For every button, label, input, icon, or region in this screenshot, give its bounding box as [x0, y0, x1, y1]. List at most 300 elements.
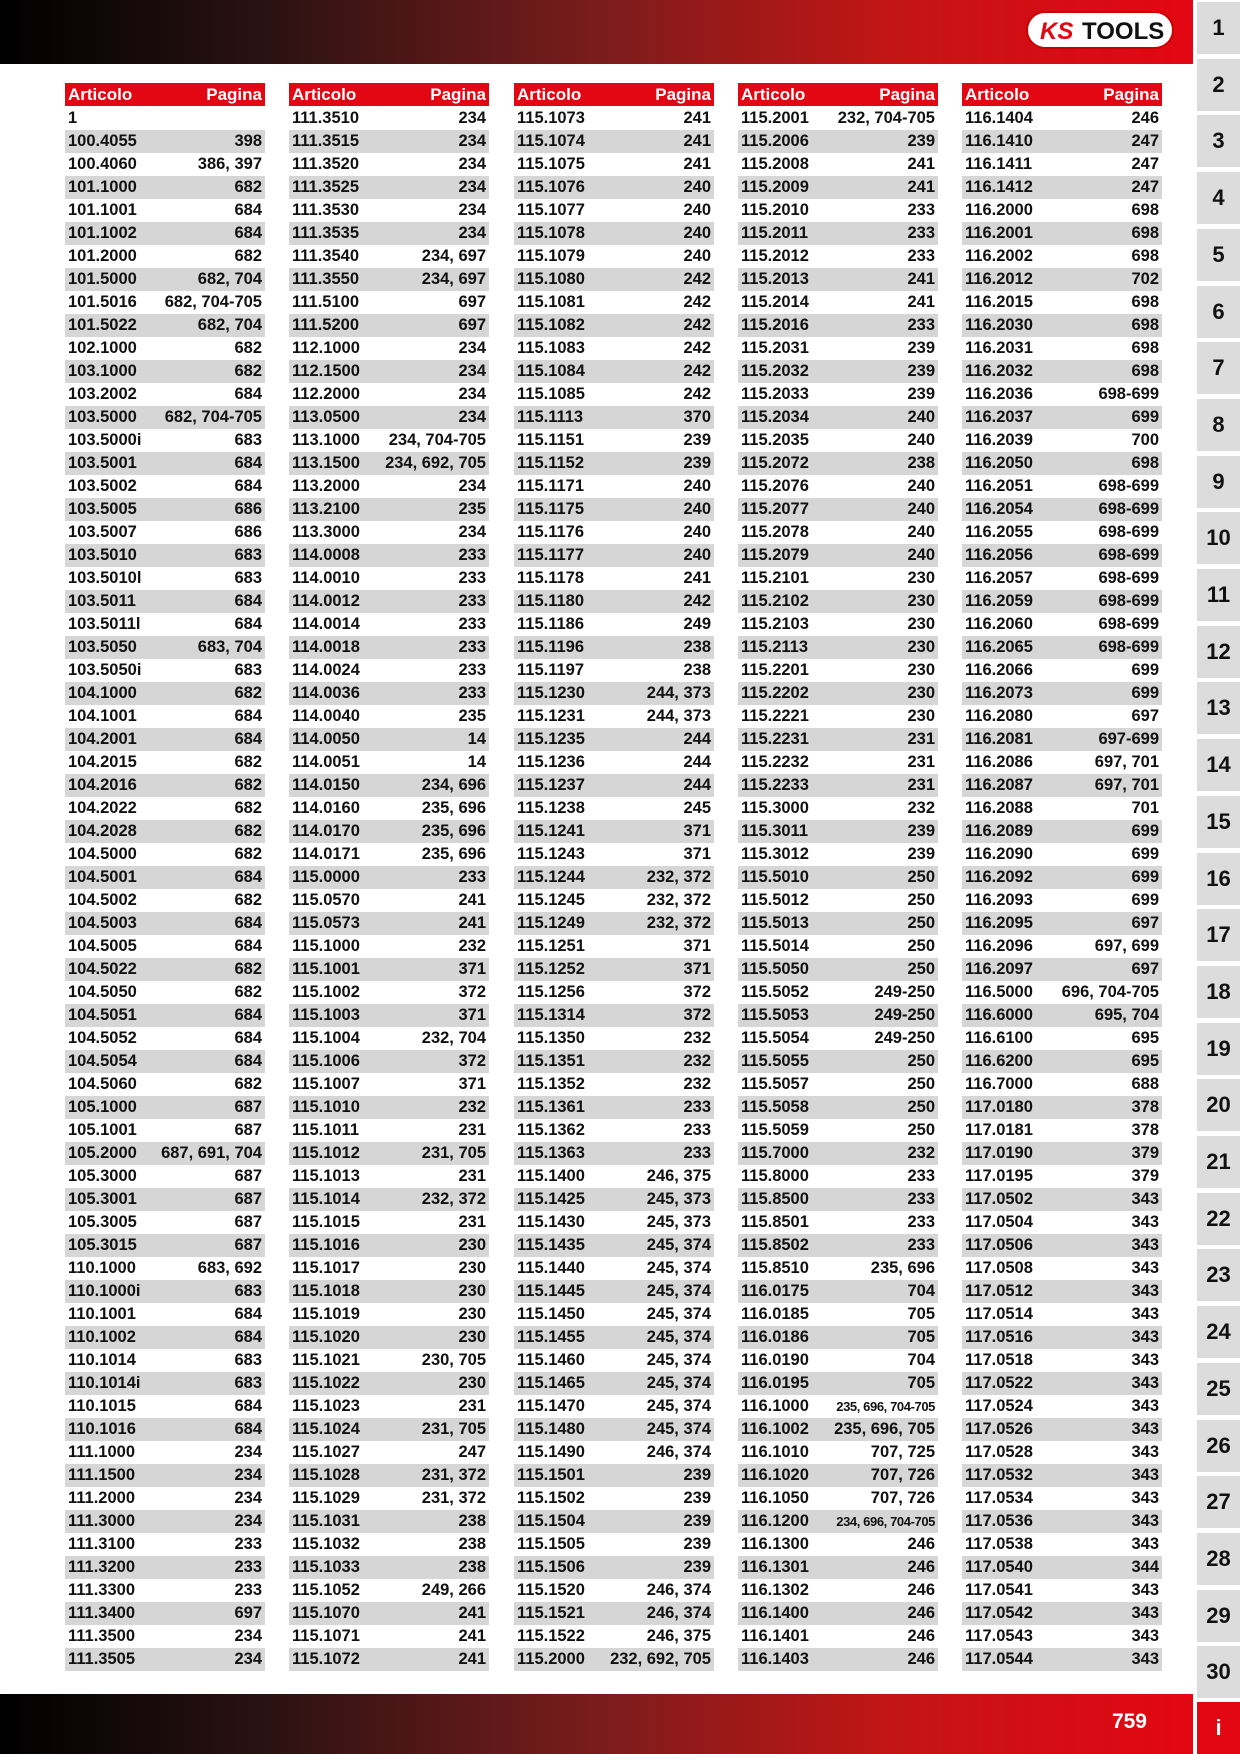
article-number: 113.1500 [292, 454, 360, 472]
page-reference: 233 [907, 1167, 935, 1185]
article-number: 114.0040 [292, 707, 360, 725]
table-row [962, 797, 1162, 820]
page-reference: 372 [683, 1006, 711, 1024]
page-reference: 343 [1131, 1305, 1159, 1323]
article-number: 114.0014 [292, 615, 360, 633]
article-number: 115.1014 [292, 1190, 360, 1208]
table-row [962, 176, 1162, 199]
table-row [289, 728, 489, 751]
page-reference: 231 [458, 1167, 486, 1185]
article-number: 115.2076 [741, 477, 809, 495]
chapter-tab-16[interactable]: 16 [1197, 853, 1240, 905]
page-reference: 231 [458, 1397, 486, 1415]
page-reference: 343 [1131, 1535, 1159, 1553]
article-number: 113.2100 [292, 500, 360, 518]
table-row [289, 1349, 489, 1372]
page-reference: 233 [907, 1236, 935, 1254]
article-number: 116.2002 [965, 247, 1033, 265]
page-reference: 699 [1131, 408, 1159, 426]
article-number: 116.1302 [741, 1581, 809, 1599]
page-reference: 241 [458, 914, 486, 932]
page-reference: 250 [907, 1075, 935, 1093]
table-row [738, 1257, 938, 1280]
chapter-tab-13[interactable]: 13 [1197, 682, 1240, 734]
chapter-tab-2[interactable]: 2 [1197, 59, 1240, 111]
page-reference: 250 [907, 1121, 935, 1139]
page-reference: 233 [683, 1098, 711, 1116]
article-number: 115.8500 [741, 1190, 809, 1208]
table-row [514, 222, 714, 245]
page-reference: 232, 704-705 [837, 109, 935, 127]
chapter-tab-29[interactable]: 29 [1197, 1590, 1240, 1642]
article-number: 111.3515 [292, 132, 359, 150]
chapter-tab-23[interactable]: 23 [1197, 1249, 1240, 1301]
page-reference: 242 [683, 592, 711, 610]
table-row [962, 1004, 1162, 1027]
page-reference: 707, 726 [870, 1489, 935, 1507]
table-row [962, 774, 1162, 797]
article-number: 117.0522 [965, 1374, 1033, 1392]
page-reference: 239 [683, 454, 711, 472]
table-row [514, 567, 714, 590]
table-row [289, 291, 489, 314]
article-number: 115.2011 [741, 224, 808, 242]
article-number: 115.1521 [517, 1604, 585, 1622]
page-reference: 245, 373 [646, 1213, 711, 1231]
page-reference: 246 [907, 1627, 935, 1645]
table-row [514, 981, 714, 1004]
article-number: 115.1074 [517, 132, 585, 150]
article-number: 115.1175 [517, 500, 584, 518]
chapter-tab-24[interactable]: 24 [1197, 1306, 1240, 1358]
table-row [289, 1556, 489, 1579]
page-reference: 245, 374 [646, 1420, 711, 1438]
table-row [289, 314, 489, 337]
article-number: 115.5053 [741, 1006, 809, 1024]
table-row [65, 981, 265, 1004]
chapter-tab-14[interactable]: 14 [1197, 739, 1240, 791]
table-row [514, 866, 714, 889]
article-number: 116.2095 [965, 914, 1033, 932]
chapter-tab-26[interactable]: 26 [1197, 1420, 1240, 1472]
article-number: 104.5000 [68, 845, 137, 863]
footer-bar [0, 1694, 1193, 1754]
table-row [65, 1050, 265, 1073]
article-number: 115.1197 [517, 661, 584, 679]
article-number: 117.0516 [965, 1328, 1033, 1346]
table-row [65, 1487, 265, 1510]
chapter-tab-17[interactable]: 17 [1197, 909, 1240, 961]
article-number: 115.1445 [517, 1282, 585, 1300]
table-row [514, 1027, 714, 1050]
page-reference: 232 [683, 1052, 711, 1070]
chapter-tab-8[interactable]: 8 [1197, 399, 1240, 451]
article-number: 115.1245 [517, 891, 585, 909]
article-number: 115.1171 [517, 477, 584, 495]
table-row [289, 1648, 489, 1671]
page-reference: 682 [234, 247, 262, 265]
chapter-tab-10[interactable]: 10 [1197, 512, 1240, 564]
table-row [514, 291, 714, 314]
table-row [289, 130, 489, 153]
page-reference: 234 [458, 477, 486, 495]
table-row [514, 429, 714, 452]
table-row [65, 199, 265, 222]
table-row [65, 1119, 265, 1142]
chapter-tab-21[interactable]: 21 [1197, 1136, 1240, 1188]
chapter-tab-4[interactable]: 4 [1197, 172, 1240, 224]
table-row [962, 199, 1162, 222]
article-number: 117.0526 [965, 1420, 1033, 1438]
page-reference: 247 [1131, 178, 1159, 196]
article-number: 115.5055 [741, 1052, 809, 1070]
page-reference: 234 [458, 132, 486, 150]
article-number: 115.1016 [292, 1236, 360, 1254]
article-number: 116.1300 [741, 1535, 809, 1553]
page-reference: 344 [1131, 1558, 1159, 1576]
page-reference: 371 [683, 822, 711, 840]
chapter-tab-9[interactable]: 9 [1197, 456, 1240, 508]
page-reference: 232 [683, 1075, 711, 1093]
page-reference: 240 [683, 500, 711, 518]
header-article: Articolo [741, 84, 806, 104]
article-number: 104.2022 [68, 799, 137, 817]
article-number: 115.5014 [741, 937, 809, 955]
table-row [514, 107, 714, 130]
article-number: 115.1023 [292, 1397, 360, 1415]
page-reference: 235, 696 [870, 1259, 935, 1277]
page-reference: 683 [234, 431, 262, 449]
table-row [514, 1372, 714, 1395]
article-number: 115.1004 [292, 1029, 360, 1047]
chapter-tab-5[interactable]: 5 [1197, 229, 1240, 281]
table-row [514, 1280, 714, 1303]
table-row [738, 1349, 938, 1372]
table-row [738, 406, 938, 429]
article-number: 115.1000 [292, 937, 360, 955]
article-number: 115.1177 [517, 546, 584, 564]
page-reference: 699 [1131, 845, 1159, 863]
page-reference: 241 [683, 109, 711, 127]
article-number: 116.2054 [965, 500, 1033, 518]
table-row [289, 406, 489, 429]
info-tab[interactable]: i [1197, 1702, 1240, 1754]
table-row [738, 912, 938, 935]
page-reference: 242 [683, 316, 711, 334]
page-reference: 378 [1131, 1098, 1159, 1116]
table-row [289, 774, 489, 797]
page-reference: 343 [1131, 1512, 1159, 1530]
article-number: 111.1000 [68, 1443, 135, 1461]
table-row [962, 912, 1162, 935]
page-reference: 684 [234, 937, 262, 955]
article-number: 101.1000 [68, 178, 137, 196]
page-reference: 234 [458, 408, 486, 426]
page-reference: 235, 696 [421, 822, 486, 840]
table-row [65, 1579, 265, 1602]
table-row [962, 659, 1162, 682]
article-number: 115.2232 [741, 753, 809, 771]
page-reference: 684 [234, 1029, 262, 1047]
chapter-tab-12[interactable]: 12 [1197, 626, 1240, 678]
page-reference: 246 [1131, 109, 1159, 127]
table-row [738, 590, 938, 613]
table-row [514, 797, 714, 820]
table-row [738, 981, 938, 1004]
header-page: Pagina [655, 84, 711, 104]
article-number: 104.5003 [68, 914, 137, 932]
article-number: 117.0181 [965, 1121, 1033, 1139]
article-number: 114.0024 [292, 661, 360, 679]
column-header [514, 83, 714, 106]
table-row [962, 1073, 1162, 1096]
page-reference: 682 [234, 753, 262, 771]
chapter-tab-27[interactable]: 27 [1197, 1476, 1240, 1528]
article-number: 111.5100 [292, 293, 359, 311]
table-row [65, 1234, 265, 1257]
page-reference: 234 [234, 1466, 262, 1484]
table-row [738, 1073, 938, 1096]
page-reference: 241 [458, 891, 486, 909]
table-row [738, 1464, 938, 1487]
table-row [65, 176, 265, 199]
article-number: 115.2113 [741, 638, 808, 656]
page-reference: 682 [234, 983, 262, 1001]
page-reference: 343 [1131, 1374, 1159, 1392]
page-reference: 697, 701 [1094, 776, 1159, 794]
chapter-tab-28[interactable]: 28 [1197, 1533, 1240, 1585]
article-number: 115.1011 [292, 1121, 359, 1139]
table-row [289, 245, 489, 268]
chapter-tab-15[interactable]: 15 [1197, 796, 1240, 848]
page-reference: 245, 374 [646, 1374, 711, 1392]
table-row [962, 222, 1162, 245]
page-reference: 230 [458, 1236, 486, 1254]
table-row [289, 383, 489, 406]
table-row [289, 866, 489, 889]
article-number: 116.6200 [965, 1052, 1033, 1070]
page-reference: 239 [907, 362, 935, 380]
page-reference: 230 [458, 1282, 486, 1300]
page-reference: 343 [1131, 1466, 1159, 1484]
table-row [65, 935, 265, 958]
page-reference: 239 [683, 1512, 711, 1530]
page-reference: 239 [907, 132, 935, 150]
table-row [65, 245, 265, 268]
chapter-tab-25[interactable]: 25 [1197, 1363, 1240, 1415]
article-number: 111.3510 [292, 109, 359, 127]
page-reference: 682 [234, 684, 262, 702]
page-reference: 682 [234, 822, 262, 840]
table-row [962, 1303, 1162, 1326]
table-row [65, 1349, 265, 1372]
page-reference: 371 [683, 845, 711, 863]
page-reference: 233 [234, 1558, 262, 1576]
article-number: 116.2000 [965, 201, 1033, 219]
article-number: 115.2231 [741, 730, 809, 748]
page-reference: 343 [1131, 1420, 1159, 1438]
article-number: 115.2032 [741, 362, 809, 380]
article-number: 115.1480 [517, 1420, 585, 1438]
page-reference: 684 [234, 615, 262, 633]
article-number: 103.5002 [68, 477, 137, 495]
article-number: 116.2088 [965, 799, 1033, 817]
chapter-tab-20[interactable]: 20 [1197, 1079, 1240, 1131]
page-reference: 245, 374 [646, 1259, 711, 1277]
page-reference: 684 [234, 477, 262, 495]
page-reference: 241 [683, 155, 711, 173]
table-row [738, 1395, 938, 1418]
table-row [738, 889, 938, 912]
table-row [289, 682, 489, 705]
article-number: 115.1522 [517, 1627, 585, 1645]
article-number: 103.5011l [68, 615, 141, 633]
article-number: 115.1425 [517, 1190, 585, 1208]
table-row [738, 1303, 938, 1326]
table-row [738, 1326, 938, 1349]
page-reference: 233 [907, 224, 935, 242]
index-column-3 [514, 83, 714, 1671]
table-row [289, 1303, 489, 1326]
chapter-tab-7[interactable]: 7 [1197, 342, 1240, 394]
page-reference: 233 [458, 592, 486, 610]
page-reference: 379 [1131, 1144, 1159, 1162]
page-reference: 687 [234, 1121, 262, 1139]
page-reference: 231, 705 [421, 1420, 486, 1438]
article-number: 116.2050 [965, 454, 1033, 472]
table-row [514, 774, 714, 797]
table-row [289, 1579, 489, 1602]
page-reference: 233 [907, 1190, 935, 1208]
page-reference: 698 [1131, 454, 1159, 472]
article-number: 114.0008 [292, 546, 360, 564]
page-reference: 687 [234, 1190, 262, 1208]
article-number: 117.0524 [965, 1397, 1033, 1415]
table-row [514, 705, 714, 728]
article-number: 115.2102 [741, 592, 809, 610]
table-row [962, 1119, 1162, 1142]
article-number: 111.3550 [292, 270, 359, 288]
table-row [65, 1142, 265, 1165]
chapter-tab-18[interactable]: 18 [1197, 966, 1240, 1018]
article-number: 111.3535 [292, 224, 359, 242]
table-row [738, 1487, 938, 1510]
page-reference: 686 [234, 523, 262, 541]
page-reference: 697, 699 [1094, 937, 1159, 955]
article-number: 115.1363 [517, 1144, 585, 1162]
article-number: 114.0050 [292, 730, 360, 748]
page-reference: 398 [234, 132, 262, 150]
page-reference: 684 [234, 385, 262, 403]
table-row [962, 406, 1162, 429]
table-row [738, 199, 938, 222]
article-number: 115.2201 [741, 661, 809, 679]
page-reference: 232, 692, 705 [610, 1650, 711, 1668]
table-row [962, 1648, 1162, 1671]
chapter-tab-1[interactable]: 1 [1197, 2, 1240, 54]
table-row [514, 1625, 714, 1648]
table-row [962, 314, 1162, 337]
page-reference: 239 [683, 1466, 711, 1484]
page-reference: 695 [1131, 1052, 1159, 1070]
article-number: 110.1014i [68, 1374, 141, 1392]
page-reference: 343 [1131, 1627, 1159, 1645]
page-reference: 246 [907, 1535, 935, 1553]
article-number: 115.1314 [517, 1006, 585, 1024]
chapter-tab-22[interactable]: 22 [1197, 1193, 1240, 1245]
article-number: 115.1029 [292, 1489, 360, 1507]
article-number: 116.2090 [965, 845, 1033, 863]
article-number: 115.1501 [517, 1466, 585, 1484]
page-reference: 246, 374 [646, 1581, 711, 1599]
page-reference: 234 [458, 109, 486, 127]
table-row [65, 613, 265, 636]
article-number: 103.1000 [68, 362, 137, 380]
table-row [514, 1234, 714, 1257]
page-reference: 686 [234, 500, 262, 518]
page-reference: 232, 372 [646, 914, 711, 932]
page-reference: 244, 373 [646, 684, 711, 702]
table-row [962, 475, 1162, 498]
article-number: 115.1237 [517, 776, 585, 794]
chapter-tab-19[interactable]: 19 [1197, 1023, 1240, 1075]
article-number: 115.5013 [741, 914, 809, 932]
article-number: 115.5012 [741, 891, 809, 909]
table-row [962, 613, 1162, 636]
chapter-tab-11[interactable]: 11 [1197, 569, 1240, 621]
table-row [289, 958, 489, 981]
table-row [514, 1556, 714, 1579]
table-row [289, 199, 489, 222]
page-reference: 245 [683, 799, 711, 817]
chapter-tab-3[interactable]: 3 [1197, 115, 1240, 167]
table-row [65, 1257, 265, 1280]
page-reference: 235, 696, 705 [834, 1420, 935, 1438]
page-reference: 234, 696, 704-705 [836, 1514, 935, 1529]
article-number: 115.2072 [741, 454, 809, 472]
article-number: 114.0010 [292, 569, 360, 587]
article-number: 104.2028 [68, 822, 137, 840]
table-row [738, 1602, 938, 1625]
table-row [65, 1418, 265, 1441]
article-number: 115.1196 [517, 638, 584, 656]
table-row [289, 1326, 489, 1349]
article-number: 115.2202 [741, 684, 809, 702]
chapter-tab-30[interactable]: 30 [1197, 1646, 1240, 1698]
table-row [738, 567, 938, 590]
table-row [738, 820, 938, 843]
page-reference: 240 [683, 546, 711, 564]
article-number: 115.1236 [517, 753, 585, 771]
page-reference: 245, 374 [646, 1351, 711, 1369]
page-reference: 370 [683, 408, 711, 426]
table-row [738, 1372, 938, 1395]
page-reference: 239 [683, 1558, 711, 1576]
article-number: 116.1301 [741, 1558, 809, 1576]
page-reference: 234 [234, 1627, 262, 1645]
table-row [962, 452, 1162, 475]
table-row [962, 820, 1162, 843]
page-reference: 246, 374 [646, 1443, 711, 1461]
page-reference: 232, 704 [421, 1029, 486, 1047]
page-reference: 682 [234, 1075, 262, 1093]
chapter-tab-6[interactable]: 6 [1197, 286, 1240, 338]
table-row [289, 222, 489, 245]
page-reference: 683 [234, 546, 262, 564]
page-reference: 231 [907, 776, 935, 794]
article-number: 105.2000 [68, 1144, 137, 1162]
page-reference: 240 [907, 500, 935, 518]
